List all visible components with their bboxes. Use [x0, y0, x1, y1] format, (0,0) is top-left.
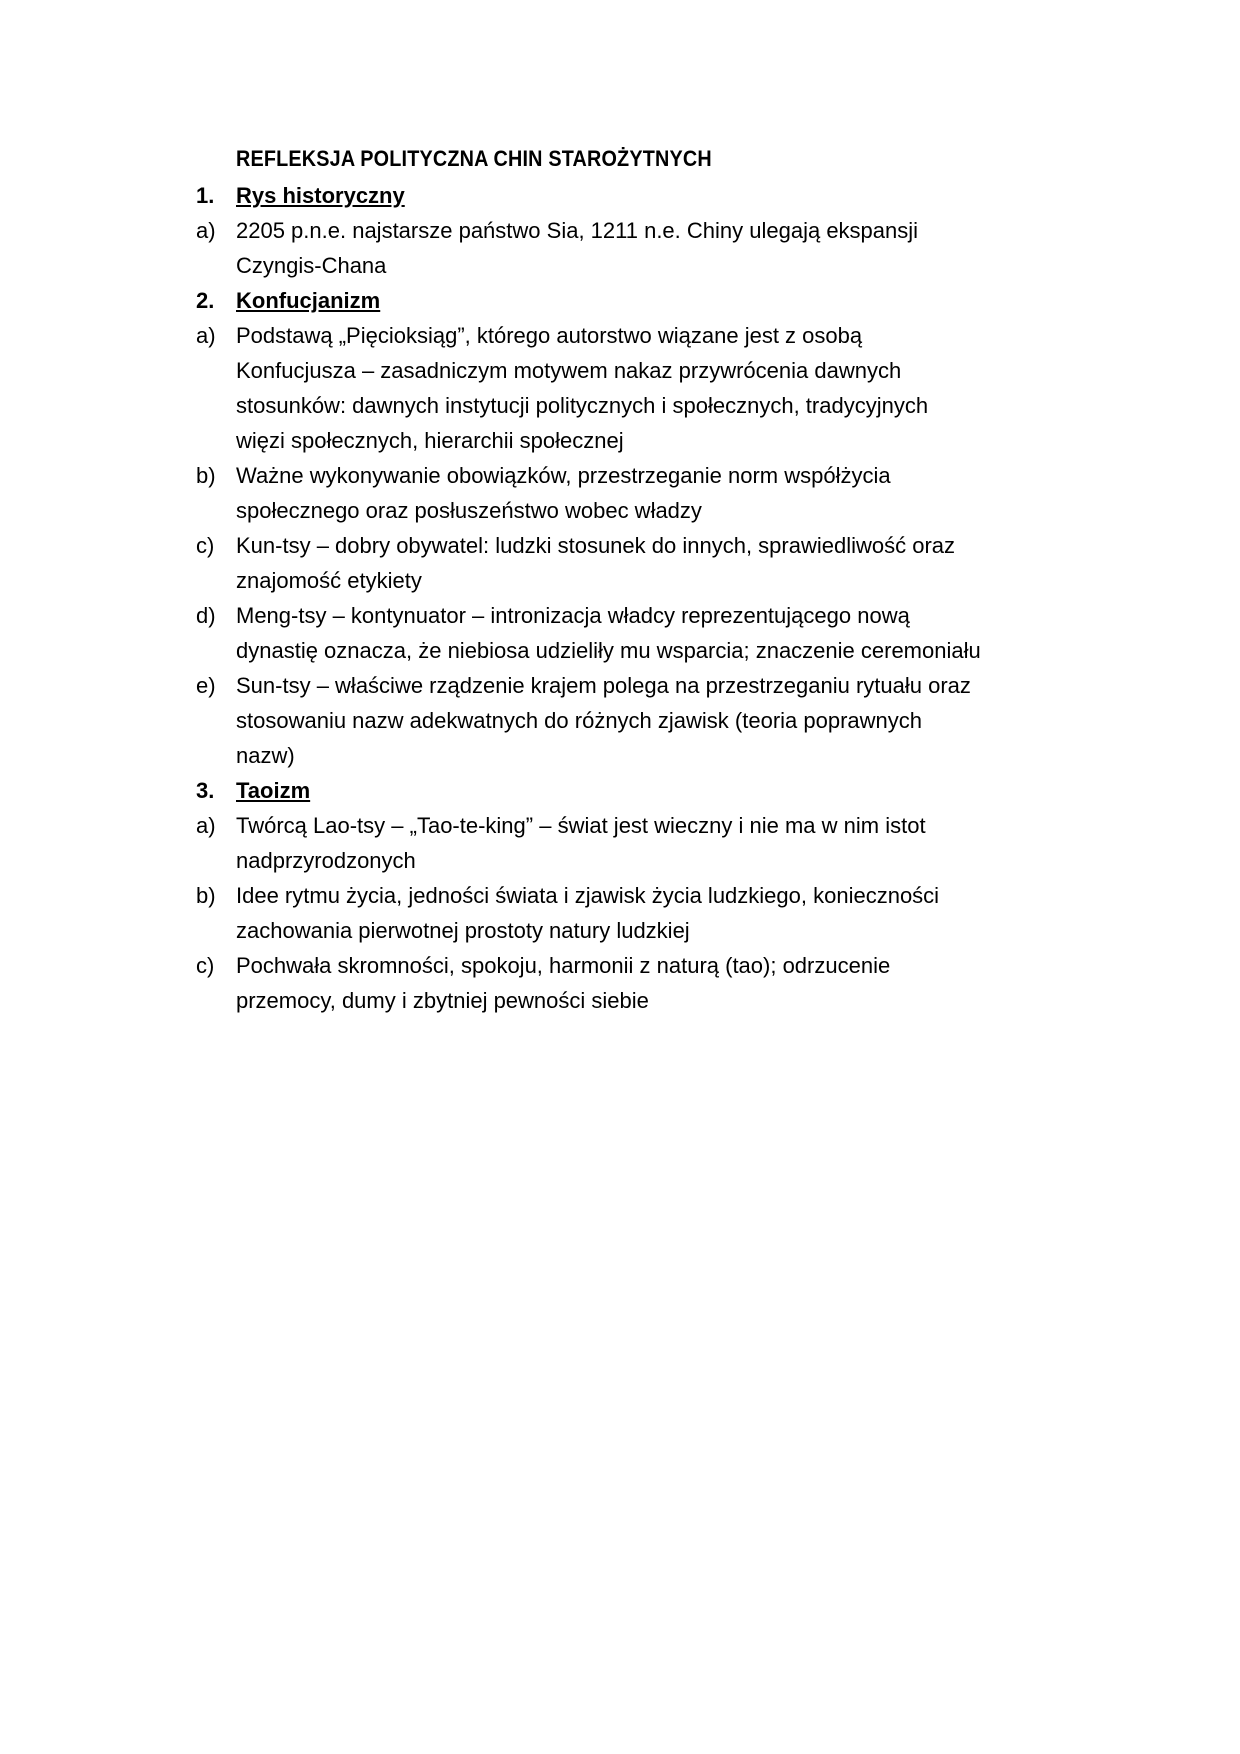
item-label: c) [196, 953, 215, 978]
text-line: stosunków: dawnych instytucji politycznych i społecznych, tradycyjnych [236, 393, 929, 418]
list-item [196, 318, 1036, 458]
item-text [236, 668, 1036, 773]
text-line: zachowania pierwotnej prostoty natury ludzkiej [236, 918, 690, 943]
item-label: a) [196, 218, 216, 243]
text-line: Konfucjusza – zasadniczym motywem nakaz przywrócenia dawnych [236, 358, 902, 383]
item-label: b) [196, 883, 216, 908]
section-title: Konfucjanizm [236, 288, 381, 313]
text-line: 2205 p.n.e. najstarsze państwo Sia, 1211 n.e. Chiny ulegają ekspansji [236, 218, 919, 243]
item-label: d) [196, 603, 216, 628]
item-label: a) [196, 813, 216, 838]
item-text [236, 808, 1036, 878]
text-line: Podstawą „Pięcioksiąg”, którego autorstwo wiązane jest z osobą [236, 323, 863, 348]
item-label: c) [196, 533, 215, 558]
item-text [236, 598, 1036, 668]
item-text [236, 948, 1036, 1018]
section-title: Rys historyczny [236, 183, 405, 208]
text-line: więzi społecznych, hierarchii społecznej [236, 428, 624, 453]
section-heading [196, 178, 1036, 213]
text-line: nazw) [236, 743, 295, 768]
text-line: Kun-tsy – dobry obywatel: ludzki stosunek do innych, sprawiedliwość oraz [236, 533, 956, 558]
section-title: Taoizm [236, 778, 311, 803]
text-line: przemocy, dumy i zbytniej pewności siebie [236, 988, 649, 1013]
list-item [196, 668, 1036, 773]
item-text [236, 318, 1036, 458]
section-heading [196, 283, 1036, 318]
text-line: społecznego oraz posłuszeństwo wobec władzy [236, 498, 702, 523]
text-line: Pochwała skromności, spokoju, harmonii z naturą (tao); odrzucenie [236, 953, 891, 978]
document-body [196, 178, 1036, 1018]
item-text [236, 458, 1036, 528]
text-line: dynastię oznacza, że niebiosa udzieliły mu wsparcia; znaczenie ceremoniału [236, 638, 981, 663]
item-text [236, 528, 1036, 598]
text-line: Ważne wykonywanie obowiązków, przestrzeganie norm współżycia [236, 463, 891, 488]
text-line: Czyngis-Chana [236, 253, 387, 278]
item-label: e) [196, 673, 216, 698]
text-line: Idee rytmu życia, jedności świata i zjawisk życia ludzkiego, konieczności [236, 883, 940, 908]
list-item [196, 458, 1036, 528]
document-title: REFLEKSJA POLITYCZNA CHIN STAROŻYTNYCH [236, 146, 712, 171]
text-line: Twórcą Lao-tsy – „Tao-te-king” – świat jest wieczny i nie ma w nim istot [236, 813, 926, 838]
list-item [196, 528, 1036, 598]
list-item [196, 878, 1036, 948]
section-number: 1. [196, 183, 215, 208]
text-line: znajomość etykiety [236, 568, 422, 593]
text-line: nadprzyrodzonych [236, 848, 416, 873]
list-item [196, 213, 1036, 283]
text-line: Meng-tsy – kontynuator – intronizacja władcy reprezentującego nową [236, 603, 910, 628]
text-line: Sun-tsy – właściwe rządzenie krajem polega na przestrzeganiu rytuału oraz [236, 673, 971, 698]
item-text [236, 213, 1036, 283]
section-number: 2. [196, 288, 215, 313]
section-heading [196, 773, 1036, 808]
item-label: b) [196, 463, 216, 488]
list-item [196, 808, 1036, 878]
text-line: stosowaniu nazw adekwatnych do różnych zjawisk (teoria poprawnych [236, 708, 923, 733]
section-number: 3. [196, 778, 215, 803]
list-item [196, 598, 1036, 668]
item-text [236, 878, 1036, 948]
item-label: a) [196, 323, 216, 348]
list-item [196, 948, 1036, 1018]
